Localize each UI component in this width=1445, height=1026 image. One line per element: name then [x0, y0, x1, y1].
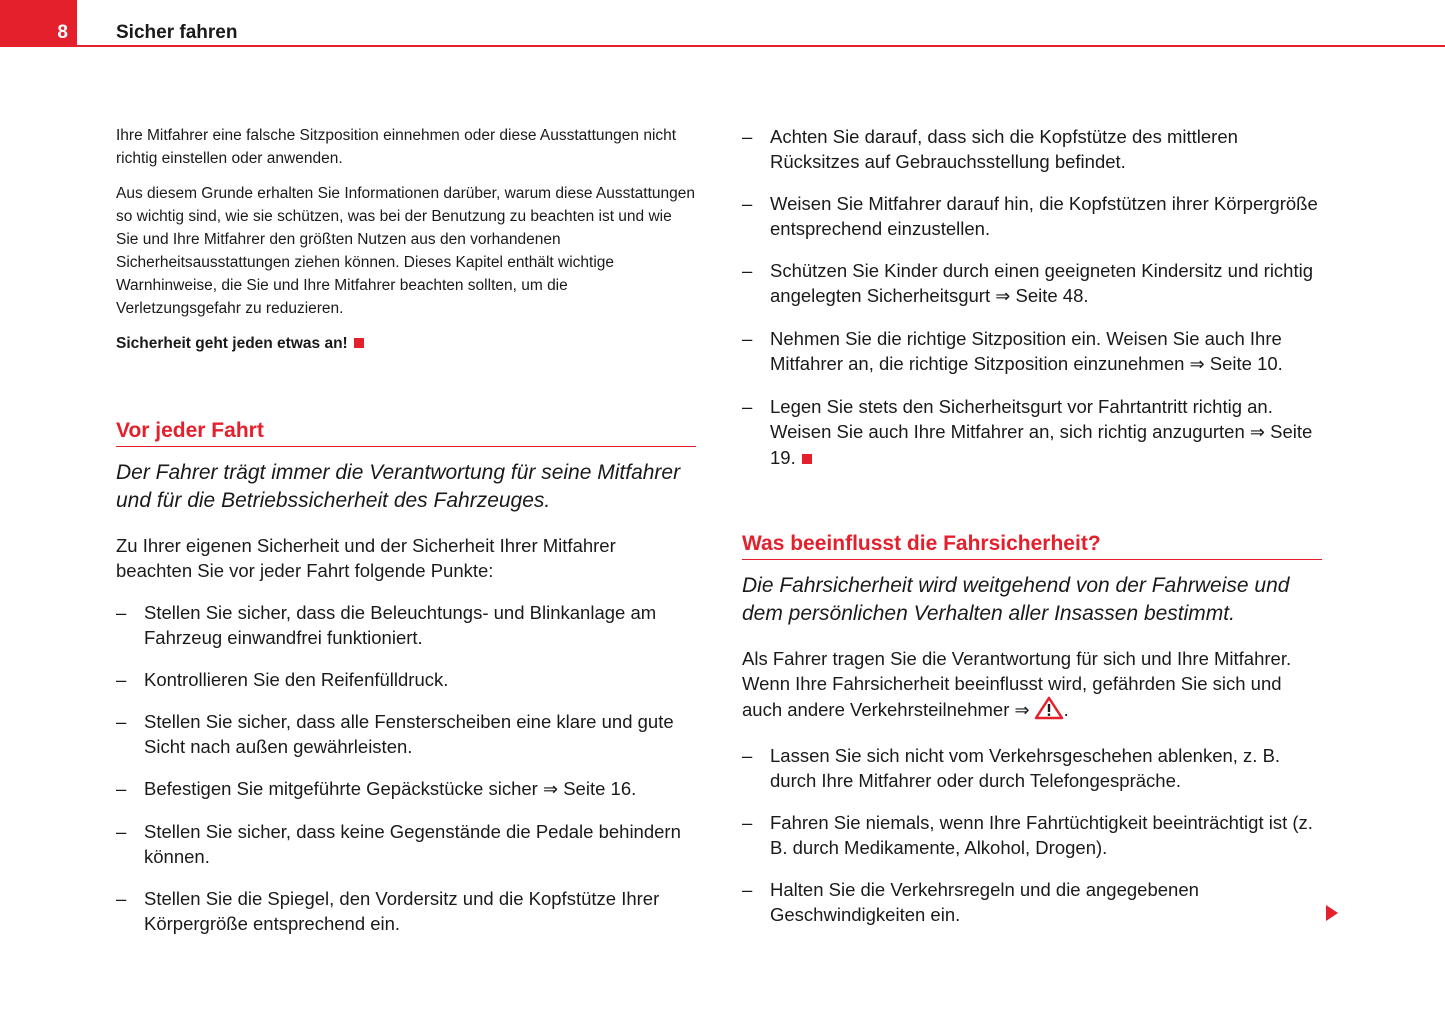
list-item — [742, 394, 1322, 470]
arrow-icon: ⇒ — [1249, 422, 1265, 442]
section-title-fahrsicherheit: Was beeinflusst die Fahrsicherheit? — [742, 532, 1322, 560]
list-item-text: Nehmen Sie die richtige Sitzposition ein. Weisen Sie auch Ihre Mitfahrer an, die richtige Sitzposition einzunehmen — [770, 328, 1282, 374]
section-title-vor-jeder-fahrt: Vor jeder Fahrt — [116, 419, 696, 447]
dash-bullet: – — [116, 602, 127, 623]
page-number: 8 — [57, 22, 68, 43]
checklist-right-2 — [742, 743, 1322, 927]
list-item-text: Weisen Sie Mitfahrer darauf hin, die Kopfstützen ihrer Körpergröße entsprechend einzustellen. — [770, 193, 1318, 239]
list-item — [742, 124, 1322, 174]
page-reference-link[interactable]: Seite 19. — [770, 421, 1313, 468]
section-lead: Der Fahrer trägt immer die Verantwortung für seine Mitfahrer und für die Betriebssicherheit des Fahrzeuges. — [116, 461, 681, 512]
list-item — [742, 191, 1322, 241]
dash-bullet: – — [116, 821, 127, 842]
intro-paragraph-2: Aus diesem Grunde erhalten Sie Informationen darüber, warum diese Ausstattungen so wichtig sind, wie sie schützen, was bei der Benutzung zu beachten ist und wie Sie und Ihre Mitfahrer den größten Nutzen aus den vorhandenen Sicherheitsausstattungen ziehen können. Dieses Kapitel enthält wichtige Warnhinweise, die Sie und Ihre Mitfahrer beachten sollten, um die Verletzungsgefahr zu reduzieren. — [116, 185, 696, 317]
checklist-right — [742, 124, 1322, 470]
dash-bullet: – — [116, 778, 127, 799]
page-reference-link[interactable]: Seite 16. — [563, 778, 637, 799]
warning-triangle-icon[interactable] — [1034, 696, 1064, 726]
list-item — [742, 877, 1322, 927]
dash-bullet: – — [742, 328, 753, 349]
list-item-text: Lassen Sie sich nicht vom Verkehrsgeschehen ablenken, z. B. durch Ihre Mitfahrer oder durch Telefongespräche. — [770, 745, 1281, 791]
list-item — [116, 667, 696, 692]
list-item — [116, 600, 696, 650]
dash-bullet: – — [742, 745, 753, 766]
arrow-icon: ⇒ — [1014, 700, 1030, 720]
list-item — [742, 326, 1322, 377]
list-item-text: Stellen Sie die Spiegel, den Vordersitz und die Kopfstütze Ihrer Körpergröße entsprechend ein. — [144, 888, 660, 934]
dash-bullet: – — [742, 126, 753, 147]
list-item — [116, 819, 696, 869]
section-body: Zu Ihrer eigenen Sicherheit und der Sicherheit Ihrer Mitfahrer beachten Sie vor jeder Fahrt folgende Punkte: — [116, 535, 616, 581]
section-body-text: Als Fahrer tragen Sie die Verantwortung für sich und Ihre Mitfahrer. Wenn Ihre Fahrsicherheit beeinflusst wird, gefährden Sie sich und auch andere Verkehrsteilnehmer — [742, 648, 1292, 720]
arrow-icon: ⇒ — [1189, 354, 1205, 374]
dash-bullet: – — [742, 260, 753, 281]
section-body — [742, 646, 1322, 726]
list-item-text: Legen Sie stets den Sicherheitsgurt vor Fahrtantritt richtig an. Weisen Sie auch Ihre Mitfahrer an, sich richtig anzugurten — [770, 396, 1273, 442]
chapter-title: Sicher fahren — [116, 22, 238, 43]
list-item — [742, 743, 1322, 793]
list-item — [116, 709, 696, 759]
list-item-text: Stellen Sie sicher, dass die Beleuchtungs- und Blinkanlage am Fahrzeug einwandfrei funktioniert. — [144, 602, 657, 648]
arrow-icon: ⇒ — [542, 779, 559, 799]
list-item — [742, 258, 1322, 309]
list-item — [116, 886, 696, 936]
list-item-text: Stellen Sie sicher, dass alle Fensterscheiben eine klare und gute Sicht nach außen gewährleisten. — [144, 711, 674, 757]
header-rule — [77, 45, 1445, 47]
list-item-text: Stellen Sie sicher, dass keine Gegenstände die Pedale behindern können. — [144, 821, 681, 867]
list-item-text: Achten Sie darauf, dass sich die Kopfstütze des mittleren Rücksitzes auf Gebrauchsstellung befindet. — [770, 126, 1238, 172]
page-reference-link[interactable]: Seite 48. — [1015, 285, 1089, 306]
intro-paragraph-1: Ihre Mitfahrer eine falsche Sitzposition einnehmen oder diese Ausstattungen nicht richtig einstellen oder anwenden. — [116, 127, 677, 167]
end-mark-icon — [802, 454, 812, 464]
list-item — [116, 776, 696, 802]
list-item-text: Fahren Sie niemals, wenn Ihre Fahrtüchtigkeit beeinträchtigt ist (z. B. durch Medikamente, Alkohol, Drogen). — [770, 812, 1313, 858]
right-column — [742, 124, 1322, 944]
end-mark-icon — [354, 338, 364, 348]
dash-bullet: – — [742, 812, 753, 833]
dash-bullet: – — [116, 711, 127, 732]
continue-arrow-icon[interactable] — [1326, 905, 1338, 921]
dash-bullet: – — [116, 669, 127, 690]
list-item — [742, 810, 1322, 860]
dash-bullet: – — [742, 396, 753, 417]
intro-bold-text: Sicherheit geht jeden etwas an! — [116, 335, 348, 352]
section-lead: Die Fahrsicherheit wird weitgehend von der Fahrweise und dem persönlichen Verhalten aller Insassen bestimmt. — [742, 574, 1290, 625]
list-item-text: Befestigen Sie mitgeführte Gepäckstücke sicher — [144, 778, 538, 799]
dash-bullet: – — [742, 193, 753, 214]
list-item-text: Schützen Sie Kinder durch einen geeigneten Kindersitz und richtig angelegten Sicherheitsgurt — [770, 260, 1314, 306]
left-column — [116, 124, 696, 953]
dash-bullet: – — [742, 879, 753, 900]
list-item-text: Kontrollieren Sie den Reifenfülldruck. — [144, 669, 449, 690]
checklist-left — [116, 600, 696, 936]
dash-bullet: – — [116, 888, 127, 909]
period: . — [1063, 699, 1069, 720]
list-item-text: Halten Sie die Verkehrsregeln und die angegebenen Geschwindigkeiten ein. — [770, 879, 1199, 925]
arrow-icon: ⇒ — [995, 286, 1011, 306]
page-reference-link[interactable]: Seite 10. — [1209, 353, 1283, 374]
intro-bold-line — [116, 332, 696, 355]
